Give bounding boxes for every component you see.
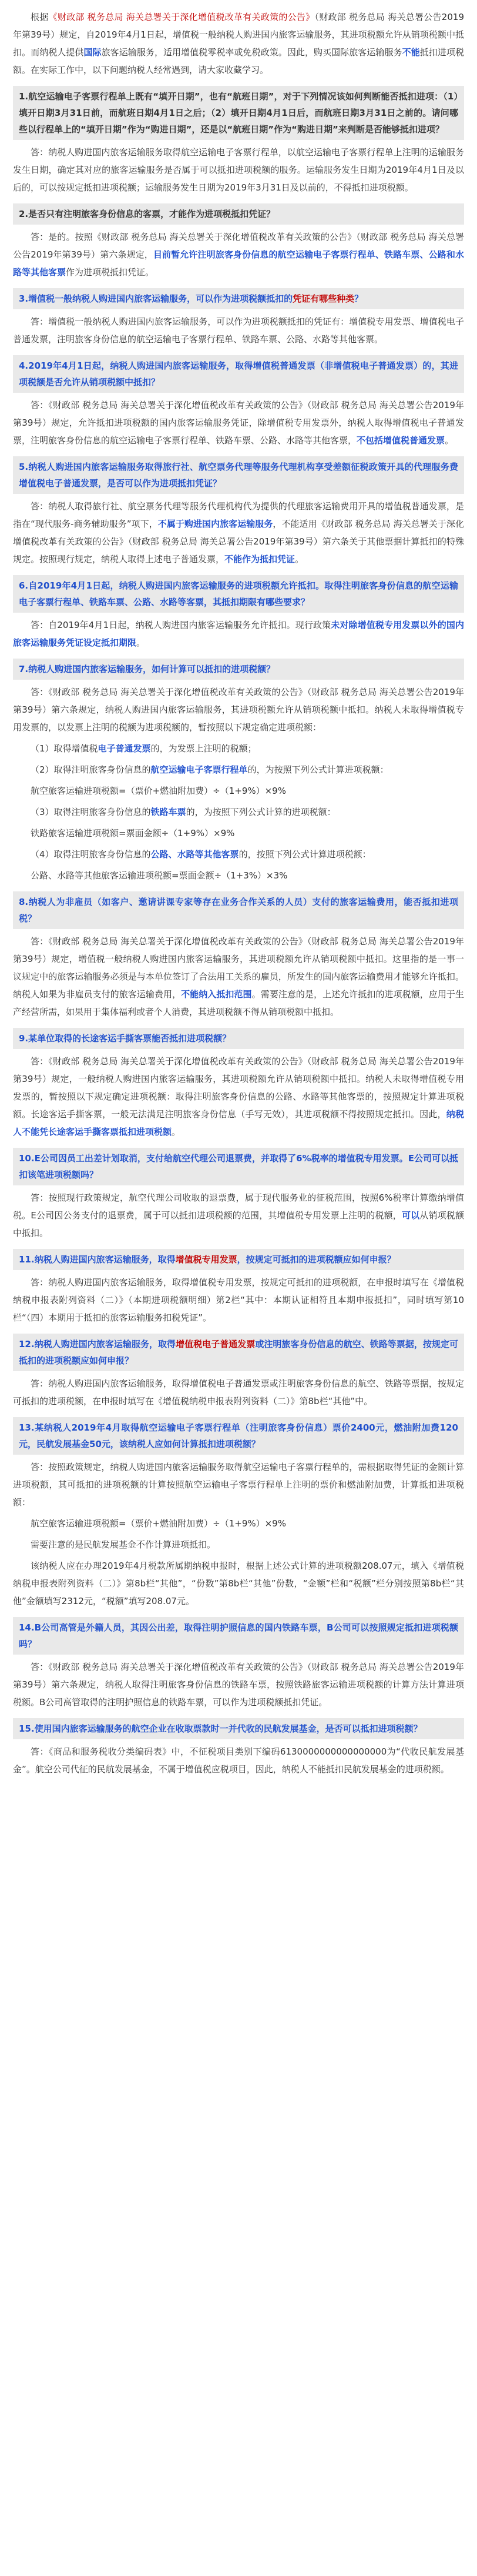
text-run: 11.纳税人购进国内旅客运输服务，取得 (19, 1254, 176, 1265)
formula-line (13, 824, 464, 842)
text-run: 答：纳税人购进国内旅客运输服务，取得增值税专用发票，按规定可抵扣的进项税额，在申报时填写在《增值税纳税申报表附列资料（二）》（本期进项税额明细）第2栏“其中：本期认证相符且本期申报抵扣”，同时填写第10栏“（四）本期用于抵扣的旅客运输服务扣税凭证”。 (13, 1277, 464, 1323)
text-run: 答：《财政部 税务总局 海关总署关于深化增值税改革有关政策的公告》（财政部 税务总局 海关总署公告2019年第39号）规定，一般纳税人购进国内旅客运输服务，其进项税额允许从销项税额中抵扣。纳税人未取得增值税专用发票的，暂按照以下规定确定进项税额：取得注明旅客身份信息的公路、水路等其他客票的，按照规定计算进项税额。长途客运手撕客票，一般无法满足注明旅客身份信息（手写无效），其进项税额不得按照规定抵扣。因此， (13, 1056, 464, 1120)
text-run: 答：按照现行政策规定，航空代理公司收取的退票费，属于现代服务业的征税范围，按照6%税率计算缴纳增值税。E公司因公务支付的退票费，属于可以抵扣进项税额的范围，其增值税专用发票上注明的税额， (13, 1192, 464, 1221)
question-heading (13, 288, 464, 309)
intro-mid: （财政部 税务总局 海关总署公告2019年第39号）规定，自2019年4月1日起，增值税一般纳税人购进国内旅客运输服务，其进项税额允许从销项税额中抵扣。而纳税人提供 (13, 12, 464, 58)
text-run: 答：《财政部 税务总局 海关总署关于深化增值税改革有关政策的公告》（财政部 税务总局 海关总署公告2019年第39号）第六条规定，纳税人购进国内旅客运输服务，其进项税额允许从销项税额中抵扣。纳税人未取得增值税专用发票的，以发票上注明的税额为进项税额的，暂按照以下规定确定进项税额： (13, 687, 464, 733)
text-run: 10.E公司因员工出差计划取消，支付给航空代理公司退票费，并取得了6%税率的增值税专用发票。E公司可以抵扣该笔进项税额吗？ (19, 1153, 458, 1180)
text-run: 答：《商品和服务税收分类编码表》中，不征税项目类别下编码6130000000000000000为“代收民航发展基金”。航空公司代征的民航发展基金，不属于增值税应税项目，因此，纳税人不能抵扣民航发展基金的进项税额。 (13, 1746, 464, 1775)
question-heading (13, 891, 464, 929)
text-run: 不包括增值税普通发票 (357, 435, 445, 446)
text-run: 5.纳税人购进国内旅客运输服务取得旅行社、航空票务代理等服务代理机构享受差额征税政策开具的代理服务费增值税电子普通发票，是否可以作为进项抵扣凭证？ (19, 462, 458, 489)
answer-paragraph (13, 313, 464, 348)
answer-paragraph (13, 1658, 464, 1711)
text-run: 可以 (401, 1210, 420, 1221)
intro-highlight-2: 不能 (402, 47, 420, 58)
text-run: 2.是否只有注明旅客身份信息的客票，才能作为进项税抵扣凭证？ (19, 209, 276, 219)
text-run: 答：是的。按照《财政部 税务总局 海关总署关于深化增值税改革有关政策的公告》（财政部 税务总局 海关总署公告2019年第39号）第六条规定， (13, 232, 464, 260)
answer-sub-paragraph (13, 803, 464, 821)
answer-paragraph (13, 228, 464, 281)
qa-item (13, 575, 464, 651)
qa-item (13, 1028, 464, 1141)
qa-item (13, 1617, 464, 1711)
question-heading (13, 355, 464, 393)
text-run: 航空旅客运输进项税额=（票价+燃油附加费）÷（1+9%）×9% (31, 1518, 286, 1529)
intro-highlight-1: 国际 (83, 47, 102, 58)
text-run: （3）取得注明旅客身份信息的 (31, 807, 151, 817)
text-run: ？ (354, 293, 364, 304)
qa-item (13, 355, 464, 449)
text-run: 4.2019年4月1日起，纳税人购进国内旅客运输服务，取得增值税普通发票（非增值税电子普通发票）的，其进项税额是否允许从销项税额中抵扣？ (19, 360, 458, 387)
text-run: 增值税专用发票 (175, 1254, 237, 1265)
text-run: 。需要注意的是，上述允许抵扣的进项税额，应用于生产经营所需，如果用于集体福利或者个人消费，其进项税额不得从销项税额中抵扣。 (13, 989, 464, 1017)
answer-sub-paragraph (13, 1536, 464, 1553)
qa-item (13, 456, 464, 568)
question-heading (13, 1028, 464, 1049)
text-run: 的，按照下列公式计算进项税额： (238, 849, 371, 860)
text-run: 答：按照政策规定，纳税人购进国内旅客运输服务取得航空运输电子客票行程单的，需根据取得凭证的金额计算进项税额，其可抵扣的进项税额的计算按照航空运输电子客票行程单上注明的票价和燃油附加费，计算抵扣进项税额： (13, 1462, 464, 1508)
text-run: 需要注意的是民航发展基金不作计算进项抵扣。 (31, 1539, 216, 1550)
question-heading (13, 86, 464, 140)
question-heading (13, 1334, 464, 1371)
text-run: 铁路旅客运输进项税额=票面金额÷（1+9%）×9% (31, 828, 235, 838)
text-run: 12.纳税人购进国内旅客运输服务，取得 (19, 1339, 176, 1349)
qa-item (13, 288, 464, 348)
text-run: 14.B公司高管是外籍人员，其因公出差，取得注明护照信息的国内铁路车票，B公司可以按照规定抵扣进项税额吗？ (19, 1622, 458, 1649)
answer-paragraph (13, 143, 464, 196)
text-run: 答：《财政部 税务总局 海关总署关于深化增值税改革有关政策的公告》（财政部 税务总局 海关总署公告2019年第39号）规定，允许抵扣进项税额的国内旅客运输服务凭证，除增值税专用发票外，纳税人取得增值税电子普通发票，注明旅客身份信息的航空运输电子客票行程单、铁路车票、公路、水路等其他客票， (13, 400, 464, 446)
intro-suffix: 抵扣进项税额。在实际工作中，以下问题纳税人经常遇到，请大家收藏学习。 (13, 47, 464, 75)
formula-line (13, 867, 464, 884)
text-run: 公路、水路等其他客票 (150, 849, 239, 860)
text-run: 铁路车票 (150, 807, 186, 817)
text-run: （1）取得增值税 (31, 743, 98, 754)
question-heading (13, 575, 464, 613)
intro-doc-title: 《财政部 税务总局 海关总署关于深化增值税改革有关政策的公告》 (48, 12, 315, 22)
answer-paragraph (13, 1189, 464, 1242)
answer-sub-paragraph (13, 1557, 464, 1610)
text-run: 公路、水路等其他旅客运输进项税额=票面金额÷（1+3%）×3% (31, 870, 288, 881)
text-run: 答：自2019年4月1日起，纳税人购进国内旅客运输服务允许抵扣。现行政策 (31, 620, 331, 630)
text-run: 作为进项税抵扣凭证。 (66, 267, 154, 278)
intro-prefix: 根据 (31, 12, 49, 22)
qa-list (13, 86, 464, 1778)
qa-item (13, 1334, 464, 1410)
text-run: 6.自2019年4月1日起，纳税人购进国内旅客运输服务的进项税额允许抵扣。取得注明旅客身份信息的航空运输电子客票行程单、铁路车票、公路、水路等客票，其抵扣期限有哪些要求？ (19, 580, 458, 607)
qa-item (13, 1417, 464, 1610)
text-run: 。 (136, 637, 146, 648)
question-heading (13, 456, 464, 494)
text-run: 不能纳入抵扣范围 (181, 989, 252, 1000)
text-run: 航空旅客运输进项税额=（票价+燃油附加费）÷（1+9%）×9% (31, 786, 286, 796)
text-run: （4）取得注明旅客身份信息的 (31, 849, 151, 860)
answer-paragraph (13, 396, 464, 449)
text-run: ，不能适用《财政部 税务总局 海关总署关于深化增值税改革有关政策的公告》（财政部 税务总局 海关总署公告2019年第39号）第六条关于其他票据计算抵扣的特殊规定。按照现行规定，纳税人取得上述电子普通发票， (13, 519, 464, 564)
answer-paragraph (13, 1375, 464, 1410)
question-heading (13, 1249, 464, 1270)
text-run: ，按规定可抵扣的进项税额应如何申报？ (237, 1254, 396, 1265)
answer-sub-paragraph (13, 846, 464, 863)
answer-paragraph (13, 1458, 464, 1511)
text-run: 航空运输电子客票行程单 (150, 764, 248, 775)
qa-item (13, 1148, 464, 1242)
qa-item (13, 203, 464, 281)
answer-paragraph (13, 1053, 464, 1141)
text-run: 纳税人不能凭长途客运手撕客票抵扣进项税额 (13, 1109, 464, 1137)
question-heading (13, 1617, 464, 1655)
text-run: 13.某纳税人2019年4月取得航空运输电子客票行程单（注明旅客身份信息）票价2400元，燃油附加费120元，民航发展基金50元，该纳税人应如何计算抵扣进项税额？ (19, 1422, 458, 1449)
answer-paragraph (13, 616, 464, 651)
text-run: 。 (295, 554, 304, 564)
text-run: 。 (172, 1127, 181, 1137)
text-run: 的，为按照下列公式计算的进项税额： (186, 807, 336, 817)
text-run: 3.增值税一般纳税人购进国内旅客运输服务，可以作为进项税额抵扣的 (19, 293, 293, 304)
answer-paragraph (13, 497, 464, 568)
question-heading (13, 203, 464, 225)
formula-line (13, 1515, 464, 1532)
qa-item (13, 891, 464, 1021)
text-run: 答：纳税人购进国内旅客运输服务，取得增值税电子普通发票或注明旅客身份信息的航空、铁路等票据，按规定可抵扣的进项税额，在申报时填写在《增值税纳税申报表附列资料（二）》第8b栏“其他”中。 (13, 1378, 464, 1406)
text-run: 不属于购进国内旅客运输服务 (157, 519, 273, 529)
formula-line (13, 782, 464, 800)
answer-sub-paragraph (13, 761, 464, 779)
text-run: 9.某单位取得的长途客运手撕客票能否抵扣进项税额？ (19, 1033, 231, 1044)
text-run: 7.纳税人购进国内旅客运输服务，如何计算可以抵扣的进项税额？ (19, 664, 276, 674)
text-run: 答：增值税一般纳税人购进国内旅客运输服务，可以作为进项税额抵扣的凭证有：增值税专用发票、增值税电子普通发票，注明旅客身份信息的航空运输电子客票行程单、铁路车票、公路、水路等其他客票。 (13, 316, 464, 345)
text-run: 电子普通发票 (98, 743, 151, 754)
answer-paragraph (13, 1743, 464, 1778)
text-run: 答：《财政部 税务总局 海关总署关于深化增值税改革有关政策的公告》（财政部 税务总局 海关总署公告2019年第39号）第六条规定，纳税人取得注明旅客身份信息的铁路车票，按照铁路旅客运输进项税额的计算方法计算进项税额。B公司高管取得的注明护照信息的铁路车票，可以作为进项税额抵扣凭证。 (13, 1662, 464, 1708)
answer-paragraph (13, 683, 464, 736)
text-run: （2）取得注明旅客身份信息的 (31, 764, 151, 775)
answer-paragraph (13, 933, 464, 1021)
text-run: 增值税电子普通发票 (176, 1339, 256, 1349)
question-heading (13, 659, 464, 680)
text-run: 1.航空运输电子客票行程单上既有“填开日期”，也有“航班日期”，对于下列情况该如何判断能否抵扣进项：（1）填开日期3月31日前，而航班日期4月1日之后；（2）填开日期4月1日后，而航班日期3月31日之前的。请问哪些以行程单上的“填开日期”作为“购进日期”，还是以“航班日期”作为“购进日期”来判断是否能够抵扣进项？ (19, 91, 458, 135)
text-run: 该纳税人应在办理2019年4月税款所属期纳税申报时，根据上述公式计算的进项税额208.07元，填入《增值税纳税申报表附列资料（二）》第8b栏“其他”，“份数”第8b栏“其他”份数，“金额”栏和“税额”栏分别按照第8b栏“其他”金额填写2312元，“税额”填写208.07元。 (13, 1561, 464, 1606)
text-run: 不能作为抵扣凭证 (224, 554, 295, 564)
question-heading (13, 1417, 464, 1455)
qa-item (13, 659, 464, 884)
question-heading (13, 1148, 464, 1185)
qa-item (13, 1249, 464, 1327)
text-run: 答：纳税人购进国内旅客运输服务取得航空运输电子客票行程单，以航空运输电子客票行程单上注明的运输服务发生日期，确定其对应的旅客运输服务是否属于可以抵扣进项税额的服务。运输服务发生日期为2019年4月1日及以后的，可以按规定抵扣进项税额；运输服务发生日期为2019年3月31日及以前的，不得抵扣进项税额。 (13, 147, 464, 193)
text-run: 的，为按照下列公式计算进项税额： (247, 764, 389, 775)
text-run: 从销项税额中抵扣。 (13, 1210, 464, 1238)
text-run: 8.纳税人为非雇员（如客户、邀请讲课专家等存在业务合作关系的人员）支付的旅客运输费用，能否抵扣进项税？ (19, 897, 458, 924)
answer-paragraph (13, 1274, 464, 1327)
text-run: 凭证有哪些种类 (293, 293, 355, 304)
text-run: 答：纳税人取得旅行社、航空票务代理等服务代理机构代为提供的代理旅客运输费用开具的增值税普通发票，是指在“现代服务-商务辅助服务”项下， (13, 501, 464, 529)
text-run: 的，为发票上注明的税额； (150, 743, 257, 754)
text-run: 或注明旅客身份信息的航空、铁路等票据，按规定可抵扣的进项税额应如何申报？ (19, 1339, 458, 1366)
qa-item (13, 86, 464, 196)
text-run: 未对除增值税专用发票以外的国内旅客运输服务凭证设定抵扣期限 (13, 620, 464, 648)
text-run: 答：《财政部 税务总局 海关总署关于深化增值税改革有关政策的公告》（财政部 税务总局 海关总署公告2019年第39号）规定，增值税一般纳税人购进国内旅客运输服务，其进项税额允许从销项税额中抵扣。这里指的是一事一议规定中的旅客运输服务必须是与本单位签订了合法用工关系的雇员，所发生的国内旅客运输费用才能够允许抵扣。纳税人如果为非雇员支付的旅客运输费用， (13, 936, 464, 1000)
text-run: 目前暂允许注明旅客身份信息的航空运输电子客票行程单、铁路车票、公路和水路等其他客票 (13, 249, 464, 278)
text-run: 。 (445, 435, 454, 446)
answer-sub-paragraph (13, 740, 464, 757)
qa-item (13, 1718, 464, 1778)
question-heading (13, 1718, 464, 1739)
text-run: 15.使用国内旅客运输服务的航空企业在收取票款时一并代收的民航发展基金，是否可以抵扣进项税额？ (19, 1723, 422, 1734)
intro-mid-2: 旅客运输服务，适用增值税零税率或免税政策。因此，购买国际旅客运输服务 (101, 47, 402, 58)
intro-paragraph (13, 8, 464, 79)
